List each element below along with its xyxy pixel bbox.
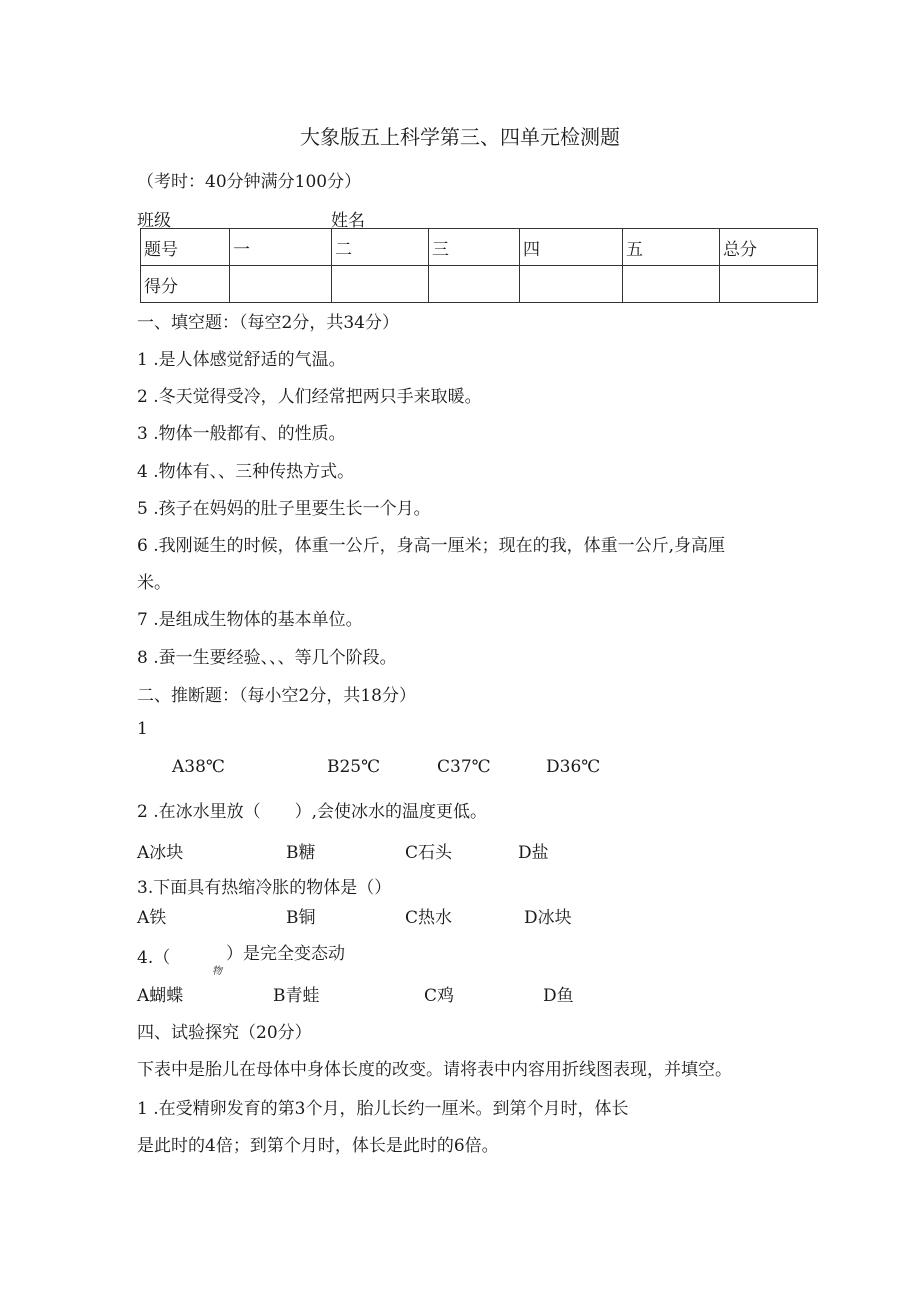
section2-heading: 二、推断题：（每小空2分，共18分）	[137, 686, 416, 706]
experiment-item: 1 .在受精卵发育的第3个月，胎儿长约一厘米。到第个月时，体长	[137, 1099, 629, 1119]
choice-option[interactable]: D鱼	[543, 986, 574, 1006]
exam-info: （考时：40分钟满分100分）	[137, 172, 362, 192]
choice-option[interactable]: D冰块	[524, 908, 572, 928]
question-stem-close: ）是完全变态动	[226, 944, 345, 964]
score-input-cell[interactable]	[520, 266, 623, 303]
name-label: 姓名	[331, 211, 365, 231]
score-input-cell[interactable]	[230, 266, 332, 303]
experiment-item-continued: 是此时的4倍；到第个月时，体长是此时的6倍。	[137, 1136, 499, 1156]
score-table-cell: 题号	[141, 229, 230, 266]
choice-option[interactable]: C石头	[405, 843, 453, 863]
section4-heading: 四、试验探究（20分）	[137, 1023, 312, 1043]
choice-option[interactable]: B25℃	[327, 757, 381, 777]
fill-blank-item: 2 .冬天觉得受冷，人们经常把两只手来取暖。	[137, 387, 482, 407]
fill-blank-item: 1 .是人体感觉舒适的气温。	[137, 350, 346, 370]
choice-option[interactable]: A38℃	[172, 757, 225, 777]
question-stem-open: 4.（	[137, 948, 171, 968]
score-table-cell: 三	[429, 229, 520, 266]
choice-option[interactable]: A蝴蝶	[137, 986, 184, 1006]
choice-option[interactable]: B铜	[286, 908, 316, 928]
question-stem: 3.下面具有热缩冷胀的物体是（）	[137, 878, 392, 898]
question-number: 1	[137, 719, 148, 739]
choice-option[interactable]: C热水	[405, 908, 453, 928]
score-table-cell: 总分	[720, 229, 818, 266]
score-table-score-row	[141, 266, 818, 303]
stray-note: 物	[212, 966, 222, 977]
page-title: 大象版五上科学第三、四单元检测题	[300, 125, 620, 149]
fill-blank-item: 6 .我刚诞生的时候，体重一公斤，身高一厘米；现在的我，体重一公斤,身高厘	[137, 536, 726, 556]
choice-option[interactable]: D36℃	[546, 757, 601, 777]
choice-option[interactable]: C鸡	[424, 986, 455, 1006]
fill-blank-item: 4 .物体有、、三种传热方式。	[137, 462, 355, 482]
choice-option[interactable]: B糖	[286, 843, 316, 863]
choice-option[interactable]: A铁	[137, 908, 167, 928]
class-label: 班级	[137, 211, 171, 231]
question-stem: 2 .在冰水里放（ ）,会使冰水的温度更低。	[137, 802, 488, 822]
choice-option[interactable]: B青蛙	[273, 986, 320, 1006]
score-table-cell: 四	[520, 229, 623, 266]
score-input-cell[interactable]	[720, 266, 818, 303]
score-input-cell[interactable]	[623, 266, 720, 303]
score-input-cell[interactable]	[429, 266, 520, 303]
fill-blank-item: 8 .蚕一生要经验、、、等几个阶段。	[137, 648, 397, 668]
choice-option[interactable]: D盐	[518, 843, 549, 863]
fill-blank-item: 7 .是组成生物体的基本单位。	[137, 610, 363, 630]
fill-blank-item: 5 .孩子在妈妈的肚子里要生长一个月。	[137, 499, 431, 519]
score-table-cell: 二	[332, 229, 429, 266]
fill-blank-item: 3 .物体一般都有、的性质。	[137, 424, 346, 444]
score-input-cell[interactable]	[332, 266, 429, 303]
score-table-cell: 五	[623, 229, 720, 266]
section1-heading: 一、填空题：（每空2分，共34分）	[137, 313, 399, 333]
choice-option[interactable]: A冰块	[137, 843, 184, 863]
score-table-header-row	[141, 229, 818, 266]
score-table-cell: 一	[230, 229, 332, 266]
fill-blank-item-continued: 米。	[137, 573, 171, 593]
score-table-cell: 得分	[141, 266, 230, 303]
score-table	[140, 228, 818, 303]
choice-option[interactable]: C37℃	[437, 757, 491, 777]
section4-intro: 下表中是胎儿在母体中身体长度的改变。请将表中内容用折线图表现，并填空。	[137, 1060, 732, 1080]
